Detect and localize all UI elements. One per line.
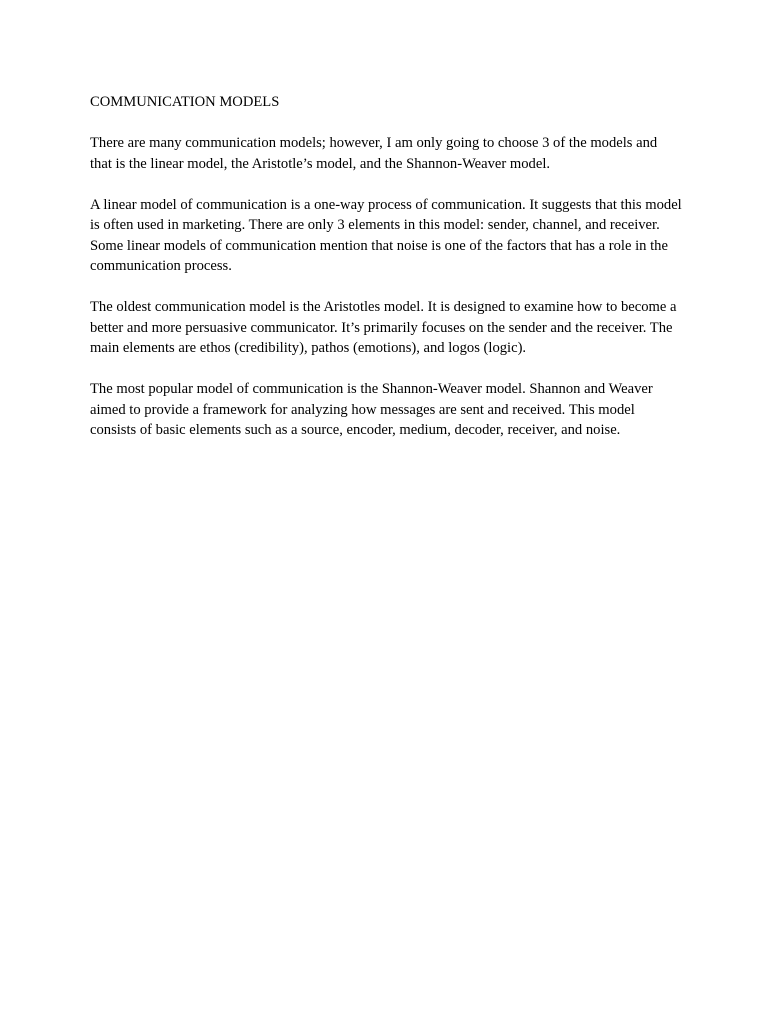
paragraph-intro: There are many communication models; however, I am only going to choose 3 of the models and that is the linear model, the Aristotle’s model, and the Shannon-Weaver model.: [90, 135, 658, 172]
paragraph-aristotle-model: The oldest communication model is the Aristotles model. It is designed to examine how to become a better and more persuasive communicator. It’s primarily focuses on the sender and the receiver. The main elements are ethos (credibility), pathos (emotions), and logos (logic).: [90, 299, 677, 356]
document-body: [90, 92, 682, 461]
paragraph-shannon-weaver-model: The most popular model of communication is the Shannon-Weaver model. Shannon and Weaver aimed to provide a framework for analyzing how messages are sent and received. This model consists of basic elements such as a source, encoder, medium, decoder, receiver, and noise.: [90, 381, 653, 438]
paragraph-linear-model: A linear model of communication is a one-way process of communication. It suggests that this model is often used in marketing. There are only 3 elements in this model: sender, channel, and receiver. Some linear models of communication mention that noise is one of the factors that has a role in the communication process.: [90, 196, 682, 274]
document-title: COMMUNICATION MODELS: [90, 94, 280, 110]
